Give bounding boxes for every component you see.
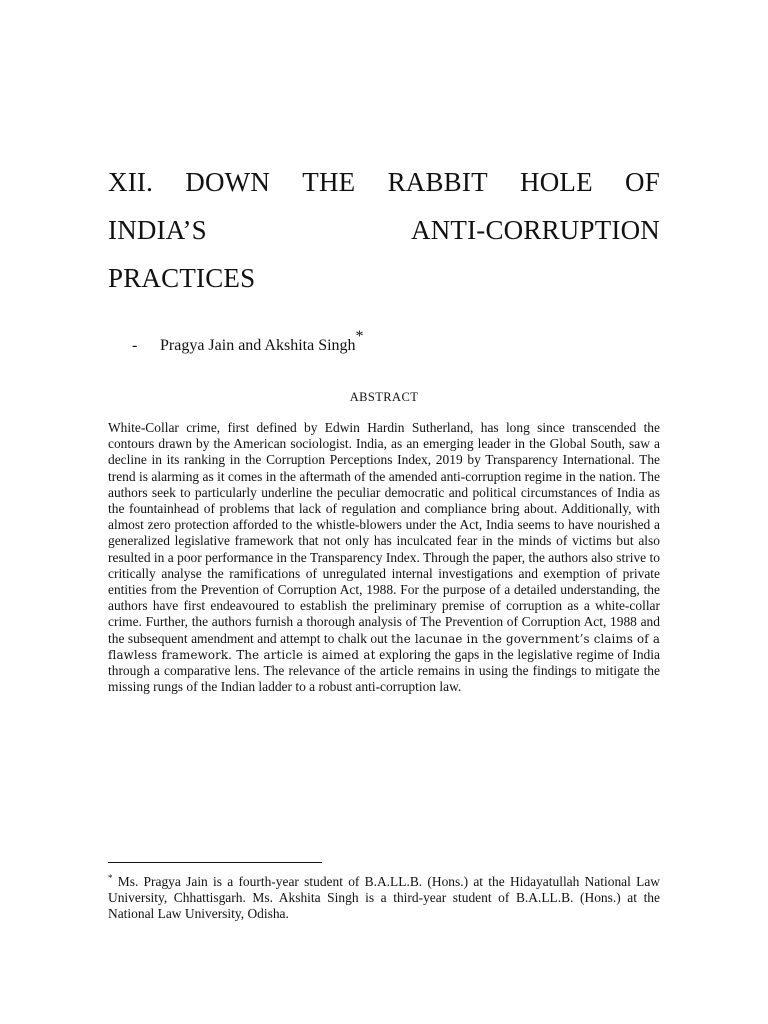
title-word: THE xyxy=(302,167,356,197)
footnote-marker: * xyxy=(108,873,113,883)
author-line xyxy=(132,328,364,356)
title-line-3: PRACTICES xyxy=(108,263,256,293)
footnote-divider xyxy=(108,862,322,863)
abstract-text-part-3: exploring the gaps in the legislative regime of India through a comparative lens. The relevance of the article remains in using the findings to mitigate the missing rungs of the Indian ladder to a robust anti-corruption law. xyxy=(108,646,660,695)
title-word: XII. xyxy=(108,167,154,197)
title-word: INDIA’S xyxy=(108,215,207,245)
author-names: Pragya Jain and Akshita Singh xyxy=(160,337,356,354)
author-dash: - xyxy=(132,337,138,354)
footnote-text: Ms. Pragya Jain is a fourth-year student of B.A.LL.B. (Hons.) at the Hidayatullah National Law University, Chhattisgarh. Ms. Akshita Singh is a third-year student of B.A.LL.B. (Hons.) at the National Law University, Odisha. xyxy=(108,874,661,922)
title-line-2 xyxy=(108,214,660,246)
title-word: HOLE xyxy=(520,167,593,197)
title-line-1 xyxy=(108,166,660,198)
title-word: ANTI-CORRUPTION xyxy=(411,215,660,245)
abstract-text-part-1: White-Collar crime, first defined by Edwin Hardin Sutherland, has long since transcended the contours drawn by the American sociologist. India, as an emerging leader in the Global South, saw a decline in its ranking in the Corruption Perceptions Index, 2019 by Transparency International. The trend is alarming as it comes in the aftermath of the amended anti-corruption regime in the nation. The authors seek to particularly underline the peculiar democratic and political circumstances of India as the fountainhead of problems that lack of regulation and compliance bring about. Additionally, with almost zero protection afforded to the whistle-blowers under the Act, India seems to have nourished a generalized legislative framework that not only has inculcated fear in the minds of victims but also resulted in a poor performance in the Transparency Index. Through the paper, the authors also strive to critically analyse the ramifications of unregulated internal investigations and exemption of private entities from the Prevention of Corruption Act, 1988. For the purpose of a detailed understanding, the authors have first endeavoured to establish the preliminary premise of corruption as a white-collar crime. Further, the authors furnish a thorough analysis of The Prevention of Corruption Act, 1988 and the subsequent amendment and attempt to chalk out xyxy=(108,420,660,646)
title-word: OF xyxy=(625,167,660,197)
abstract-text xyxy=(108,420,660,695)
abstract-text-part-2: the lacunae in the government’s claims of a flawless framework. The article is aimed at xyxy=(108,631,661,662)
title-word: DOWN xyxy=(185,167,271,197)
title-word: RABBIT xyxy=(387,167,488,197)
author-footnote-marker[interactable]: * xyxy=(355,328,364,345)
footnote xyxy=(108,874,660,923)
abstract-heading: ABSTRACT xyxy=(349,390,419,404)
